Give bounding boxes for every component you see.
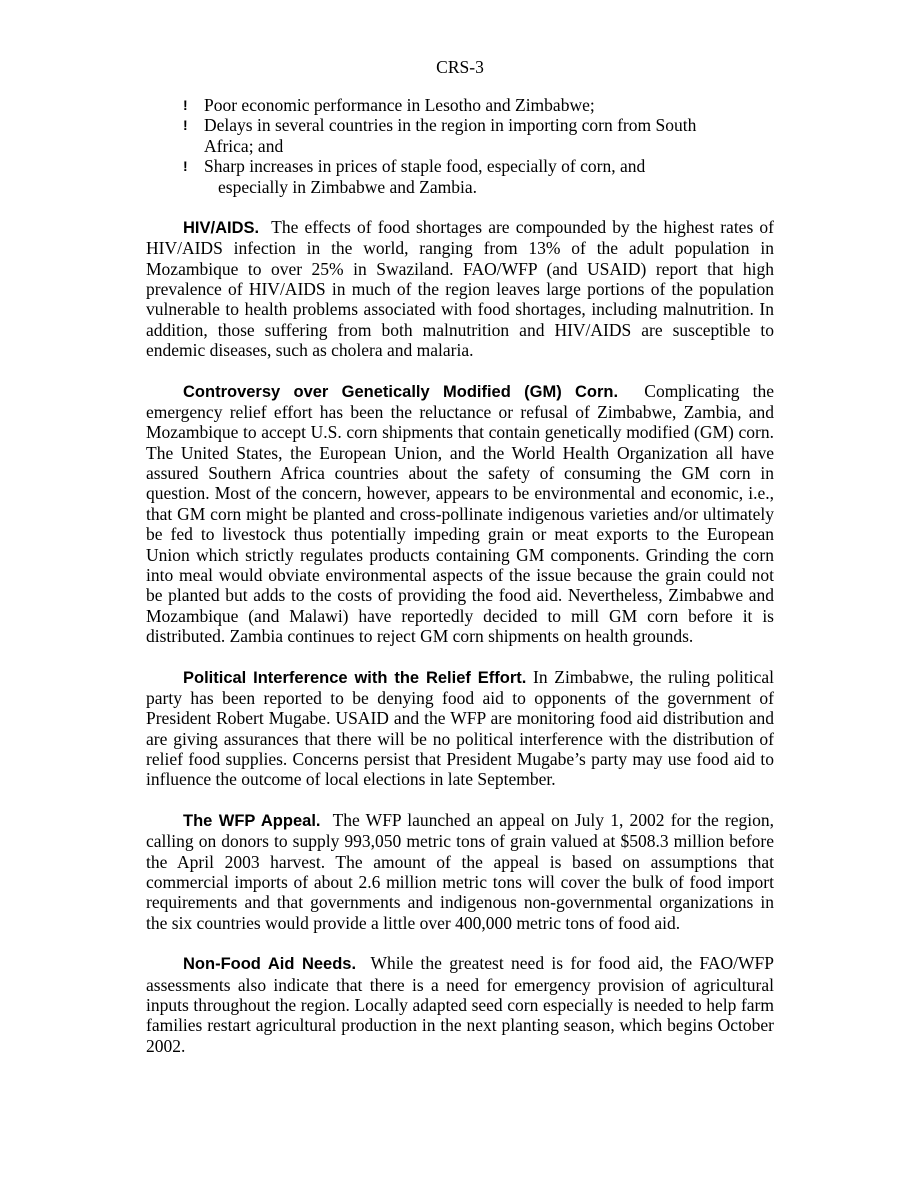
section-hiv-aids [146, 217, 774, 360]
page-number-header: CRS-3 [436, 57, 484, 77]
document-body [146, 217, 774, 1076]
bullet-text: Sharp increases in prices of staple food, especially of corn, and [204, 156, 646, 177]
section-wfp-appeal [146, 810, 774, 933]
section-heading: Controversy over Genetically Modified (GM) Corn. [183, 382, 619, 401]
bullet-icon: ! [183, 97, 188, 113]
section-heading: Political Interference with the Relief Effort. [183, 668, 527, 687]
bullet-text-continuation: especially in Zimbabwe and Zambia. [218, 176, 478, 197]
bullet-item [183, 156, 743, 197]
section-gm-corn [146, 381, 774, 646]
bullet-item [183, 115, 743, 156]
bullet-text: Delays in several countries in the region in importing corn from South [204, 115, 697, 136]
section-body: The effects of food shortages are compounded by the highest rates of HIV/AIDS infection in the world, ranging from 13% of the adult population in Mozambique to over 25% in Swaziland. FAO/WFP (and USAID) report that high prevalence of HIV/AIDS in much of the region leaves large portions of the population vulnerable to health problems associated with food shortages, including malnutrition. In addition, those suffering from both malnutrition and HIV/AIDS are susceptible to endemic diseases, such as cholera and malaria. [146, 217, 774, 361]
section-body: The WFP launched an appeal on July 1, 2002 for the region, calling on donors to supply 993,050 metric tons of grain valued at $508.3 million before the April 2003 harvest. The amount of the appeal is based on assumptions that commercial imports of about 2.6 million metric tons will cover the bulk of food import requirements and that governments and indigenous non-governmental organizations in the six countries would provide a little over 400,000 metric tons of food aid. [146, 809, 775, 933]
section-body: In Zimbabwe, the ruling political party has been reported to be denying food aid to opponents of the government of President Robert Mugabe. USAID and the WFP are monitoring food aid distribution and are giving assurances that there will be no political interference with the distribution of relief food supplies. Concerns persist that President Mugabe’s party may use food aid to influence the outcome of local elections in late September. [146, 666, 774, 790]
bullet-list [183, 95, 743, 197]
section-non-food-aid [146, 953, 774, 1056]
bullet-icon: ! [183, 117, 188, 134]
section-body: Complicating the emergency relief effort has been the reluctance or refusal of Zimbabwe, Zambia, and Mozambique to accept U.S. corn shipments that contain genetically modified (GM) corn. The United States, the European Union, and the World Health Organization all have assured Southern Africa countries about the safety of consuming the GM corn in question. Most of the concern, however, appears to be environmental and economic, i.e., that GM corn might be planted and cross-pollinate indigenous varieties and/or ultimately be fed to livestock thus potentially impeding grain or meat exports to the European Union which strictly regulates products containing GM components. Grinding the corn into meal would obviate environmental aspects of the issue because the grain could not be planted but adds to the costs of providing the food aid. Nevertheless, Zimbabwe and Mozambique (and Malawi) have reportedly decided to mill GM corn before it is distributed. Zambia continues to reject GM corn shipments on health grounds. [146, 380, 775, 646]
bullet-icon: ! [183, 158, 188, 175]
section-political-interference [146, 667, 774, 790]
section-heading: HIV/AIDS. [183, 219, 260, 237]
bullet-text: Poor economic performance in Lesotho and Zimbabwe; [204, 95, 595, 115]
section-heading: Non-Food Aid Needs. [183, 955, 357, 974]
section-heading: The WFP Appeal. [183, 811, 321, 830]
bullet-text-continuation: Africa; and [204, 135, 284, 156]
section-body: While the greatest need is for food aid, the FAO/WFP assessments also indicate that there is a need for emergency provision of agricultural inputs throughout the region. Locally adapted seed corn especially is needed to help farm families restart agricultural production in the next planting season, which begins October 2002. [146, 953, 774, 1056]
bullet-item [183, 95, 743, 115]
